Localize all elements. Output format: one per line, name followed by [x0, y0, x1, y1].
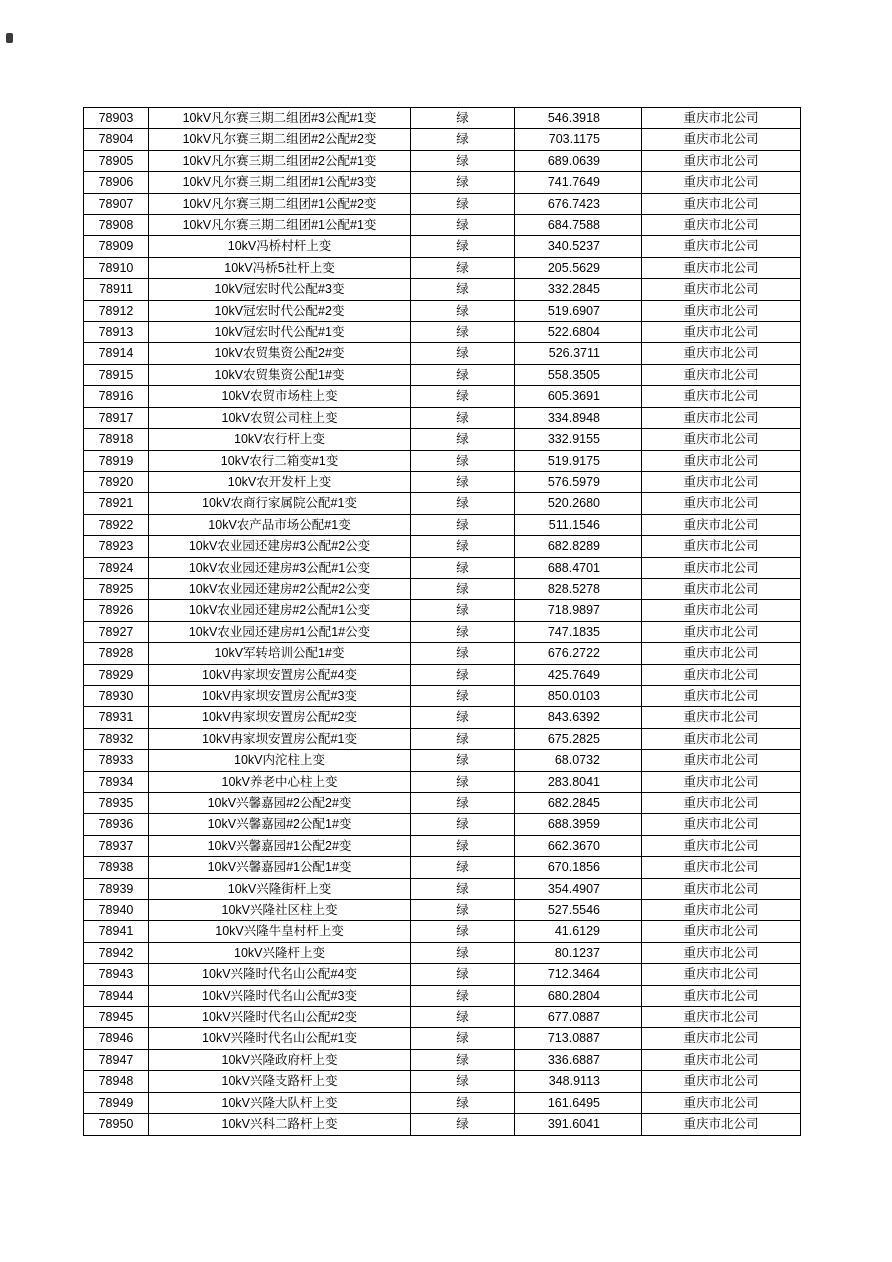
value-cell: 828.5278: [515, 578, 642, 599]
status-cell: 绿: [411, 150, 515, 171]
status-cell: 绿: [411, 193, 515, 214]
value-cell: 843.6392: [515, 707, 642, 728]
table-row: [84, 857, 801, 878]
status-cell: 绿: [411, 985, 515, 1006]
value-cell: 511.1546: [515, 514, 642, 535]
company-cell: 重庆市北公司: [642, 493, 801, 514]
value-cell: 348.9113: [515, 1071, 642, 1092]
equipment-name-cell: 10kV冯桥村杆上变: [149, 236, 411, 257]
status-cell: 绿: [411, 536, 515, 557]
row-id-cell: 78928: [84, 643, 149, 664]
equipment-name-cell: 10kV兴馨嘉园#1公配2#变: [149, 835, 411, 856]
status-cell: 绿: [411, 685, 515, 706]
company-cell: 重庆市北公司: [642, 450, 801, 471]
equipment-name-cell: 10kV农商行家属院公配#1变: [149, 493, 411, 514]
table-row: [84, 536, 801, 557]
row-id-cell: 78938: [84, 857, 149, 878]
row-id-cell: 78942: [84, 942, 149, 963]
row-id-cell: 78936: [84, 814, 149, 835]
row-id-cell: 78931: [84, 707, 149, 728]
company-cell: 重庆市北公司: [642, 172, 801, 193]
company-cell: 重庆市北公司: [642, 150, 801, 171]
equipment-name-cell: 10kV农贸集资公配2#变: [149, 343, 411, 364]
equipment-name-cell: 10kV农行二箱变#1变: [149, 450, 411, 471]
row-id-cell: 78949: [84, 1092, 149, 1113]
row-id-cell: 78905: [84, 150, 149, 171]
row-id-cell: 78939: [84, 878, 149, 899]
value-cell: 712.3464: [515, 964, 642, 985]
equipment-name-cell: 10kV兴科二路杆上变: [149, 1114, 411, 1135]
value-cell: 850.0103: [515, 685, 642, 706]
row-id-cell: 78948: [84, 1071, 149, 1092]
value-cell: 205.5629: [515, 257, 642, 278]
table-row: [84, 493, 801, 514]
company-cell: 重庆市北公司: [642, 471, 801, 492]
status-cell: 绿: [411, 771, 515, 792]
company-cell: 重庆市北公司: [642, 279, 801, 300]
value-cell: 677.0887: [515, 1007, 642, 1028]
equipment-name-cell: 10kV凡尔赛三期二组团#1公配#1变: [149, 215, 411, 236]
value-cell: 747.1835: [515, 621, 642, 642]
row-id-cell: 78947: [84, 1049, 149, 1070]
status-cell: 绿: [411, 450, 515, 471]
equipment-name-cell: 10kV兴隆时代名山公配#2变: [149, 1007, 411, 1028]
status-cell: 绿: [411, 707, 515, 728]
company-cell: 重庆市北公司: [642, 964, 801, 985]
value-cell: 80.1237: [515, 942, 642, 963]
row-id-cell: 78930: [84, 685, 149, 706]
company-cell: 重庆市北公司: [642, 643, 801, 664]
equipment-name-cell: 10kV冉家坝安置房公配#4变: [149, 664, 411, 685]
row-id-cell: 78922: [84, 514, 149, 535]
row-id-cell: 78903: [84, 108, 149, 129]
status-cell: 绿: [411, 407, 515, 428]
value-cell: 689.0639: [515, 150, 642, 171]
value-cell: 703.1175: [515, 129, 642, 150]
equipment-name-cell: 10kV兴隆杆上变: [149, 942, 411, 963]
company-cell: 重庆市北公司: [642, 900, 801, 921]
table-row: [84, 150, 801, 171]
row-id-cell: 78927: [84, 621, 149, 642]
table-body: [84, 108, 801, 1136]
company-cell: 重庆市北公司: [642, 857, 801, 878]
row-id-cell: 78932: [84, 728, 149, 749]
company-cell: 重庆市北公司: [642, 793, 801, 814]
table-row: [84, 600, 801, 621]
row-id-cell: 78906: [84, 172, 149, 193]
row-id-cell: 78908: [84, 215, 149, 236]
company-cell: 重庆市北公司: [642, 236, 801, 257]
status-cell: 绿: [411, 793, 515, 814]
table-row: [84, 685, 801, 706]
status-cell: 绿: [411, 322, 515, 343]
status-cell: 绿: [411, 236, 515, 257]
company-cell: 重庆市北公司: [642, 600, 801, 621]
value-cell: 688.4701: [515, 557, 642, 578]
table-row: [84, 707, 801, 728]
table-row: [84, 835, 801, 856]
company-cell: 重庆市北公司: [642, 728, 801, 749]
equipment-name-cell: 10kV军转培训公配1#变: [149, 643, 411, 664]
row-id-cell: 78907: [84, 193, 149, 214]
value-cell: 391.6041: [515, 1114, 642, 1135]
value-cell: 682.8289: [515, 536, 642, 557]
company-cell: 重庆市北公司: [642, 1028, 801, 1049]
table-row: [84, 964, 801, 985]
status-cell: 绿: [411, 964, 515, 985]
status-cell: 绿: [411, 279, 515, 300]
company-cell: 重庆市北公司: [642, 942, 801, 963]
value-cell: 332.9155: [515, 429, 642, 450]
row-id-cell: 78925: [84, 578, 149, 599]
value-cell: 283.8041: [515, 771, 642, 792]
equipment-name-cell: 10kV兴隆时代名山公配#1变: [149, 1028, 411, 1049]
value-cell: 676.2722: [515, 643, 642, 664]
table-row: [84, 557, 801, 578]
status-cell: 绿: [411, 364, 515, 385]
equipment-name-cell: 10kV兴隆街杆上变: [149, 878, 411, 899]
equipment-name-cell: 10kV凡尔赛三期二组团#3公配#1变: [149, 108, 411, 129]
status-cell: 绿: [411, 621, 515, 642]
company-cell: 重庆市北公司: [642, 985, 801, 1006]
table-row: [84, 942, 801, 963]
status-cell: 绿: [411, 921, 515, 942]
status-cell: 绿: [411, 257, 515, 278]
equipment-name-cell: 10kV凡尔赛三期二组团#1公配#3变: [149, 172, 411, 193]
value-cell: 332.2845: [515, 279, 642, 300]
value-cell: 354.4907: [515, 878, 642, 899]
equipment-name-cell: 10kV冠宏时代公配#3变: [149, 279, 411, 300]
status-cell: 绿: [411, 1114, 515, 1135]
value-cell: 576.5979: [515, 471, 642, 492]
table-row: [84, 236, 801, 257]
company-cell: 重庆市北公司: [642, 1114, 801, 1135]
company-cell: 重庆市北公司: [642, 386, 801, 407]
company-cell: 重庆市北公司: [642, 621, 801, 642]
equipment-name-cell: 10kV农产品市场公配#1变: [149, 514, 411, 535]
equipment-name-cell: 10kV农行杆上变: [149, 429, 411, 450]
status-cell: 绿: [411, 578, 515, 599]
equipment-name-cell: 10kV农贸集资公配1#变: [149, 364, 411, 385]
status-cell: 绿: [411, 557, 515, 578]
status-cell: 绿: [411, 1007, 515, 1028]
table-row: [84, 814, 801, 835]
status-cell: 绿: [411, 1071, 515, 1092]
value-cell: 520.2680: [515, 493, 642, 514]
company-cell: 重庆市北公司: [642, 921, 801, 942]
row-id-cell: 78910: [84, 257, 149, 278]
table-row: [84, 279, 801, 300]
equipment-name-cell: 10kV兴隆社区柱上变: [149, 900, 411, 921]
company-cell: 重庆市北公司: [642, 750, 801, 771]
row-id-cell: 78917: [84, 407, 149, 428]
status-cell: 绿: [411, 878, 515, 899]
table-row: [84, 215, 801, 236]
company-cell: 重庆市北公司: [642, 707, 801, 728]
table-row: [84, 364, 801, 385]
table-row: [84, 664, 801, 685]
table-row: [84, 257, 801, 278]
status-cell: 绿: [411, 429, 515, 450]
status-cell: 绿: [411, 900, 515, 921]
table-row: [84, 1028, 801, 1049]
row-id-cell: 78904: [84, 129, 149, 150]
equipment-name-cell: 10kV兴隆政府杆上变: [149, 1049, 411, 1070]
company-cell: 重庆市北公司: [642, 664, 801, 685]
equipment-name-cell: 10kV农业园还建房#2公配#1公变: [149, 600, 411, 621]
value-cell: 161.6495: [515, 1092, 642, 1113]
company-cell: 重庆市北公司: [642, 1071, 801, 1092]
equipment-name-cell: 10kV农业园还建房#3公配#1公变: [149, 557, 411, 578]
status-cell: 绿: [411, 942, 515, 963]
equipment-name-cell: 10kV农业园还建房#1公配1#公变: [149, 621, 411, 642]
scan-artifact: [6, 33, 13, 43]
status-cell: 绿: [411, 386, 515, 407]
equipment-name-cell: 10kV农开发杆上变: [149, 471, 411, 492]
row-id-cell: 78919: [84, 450, 149, 471]
table-row: [84, 985, 801, 1006]
status-cell: 绿: [411, 514, 515, 535]
row-id-cell: 78929: [84, 664, 149, 685]
company-cell: 重庆市北公司: [642, 108, 801, 129]
company-cell: 重庆市北公司: [642, 129, 801, 150]
company-cell: 重庆市北公司: [642, 835, 801, 856]
company-cell: 重庆市北公司: [642, 1049, 801, 1070]
status-cell: 绿: [411, 643, 515, 664]
value-cell: 682.2845: [515, 793, 642, 814]
company-cell: 重庆市北公司: [642, 193, 801, 214]
table-row: [84, 471, 801, 492]
row-id-cell: 78921: [84, 493, 149, 514]
company-cell: 重庆市北公司: [642, 814, 801, 835]
status-cell: 绿: [411, 300, 515, 321]
row-id-cell: 78912: [84, 300, 149, 321]
row-id-cell: 78918: [84, 429, 149, 450]
table-row: [84, 300, 801, 321]
company-cell: 重庆市北公司: [642, 257, 801, 278]
equipment-name-cell: 10kV农贸公司柱上变: [149, 407, 411, 428]
value-cell: 676.7423: [515, 193, 642, 214]
company-cell: 重庆市北公司: [642, 1092, 801, 1113]
row-id-cell: 78950: [84, 1114, 149, 1135]
value-cell: 684.7588: [515, 215, 642, 236]
row-id-cell: 78916: [84, 386, 149, 407]
value-cell: 68.0732: [515, 750, 642, 771]
table-row: [84, 793, 801, 814]
table-row: [84, 429, 801, 450]
row-id-cell: 78914: [84, 343, 149, 364]
equipment-name-cell: 10kV冉家坝安置房公配#2变: [149, 707, 411, 728]
table-row: [84, 1049, 801, 1070]
table-row: [84, 108, 801, 129]
row-id-cell: 78913: [84, 322, 149, 343]
company-cell: 重庆市北公司: [642, 343, 801, 364]
value-cell: 526.3711: [515, 343, 642, 364]
company-cell: 重庆市北公司: [642, 771, 801, 792]
value-cell: 336.6887: [515, 1049, 642, 1070]
company-cell: 重庆市北公司: [642, 429, 801, 450]
value-cell: 558.3505: [515, 364, 642, 385]
table-row: [84, 386, 801, 407]
table-row: [84, 129, 801, 150]
row-id-cell: 78923: [84, 536, 149, 557]
row-id-cell: 78924: [84, 557, 149, 578]
row-id-cell: 78943: [84, 964, 149, 985]
company-cell: 重庆市北公司: [642, 685, 801, 706]
equipment-name-cell: 10kV冉家坝安置房公配#3变: [149, 685, 411, 706]
value-cell: 41.6129: [515, 921, 642, 942]
equipment-name-cell: 10kV冉家坝安置房公配#1变: [149, 728, 411, 749]
table-row: [84, 193, 801, 214]
equipment-name-cell: 10kV农业园还建房#3公配#2公变: [149, 536, 411, 557]
company-cell: 重庆市北公司: [642, 578, 801, 599]
value-cell: 662.3670: [515, 835, 642, 856]
company-cell: 重庆市北公司: [642, 300, 801, 321]
table-row: [84, 578, 801, 599]
table-row: [84, 172, 801, 193]
value-cell: 522.6804: [515, 322, 642, 343]
status-cell: 绿: [411, 1028, 515, 1049]
row-id-cell: 78920: [84, 471, 149, 492]
row-id-cell: 78944: [84, 985, 149, 1006]
table-row: [84, 771, 801, 792]
table-row: [84, 1114, 801, 1135]
value-cell: 675.2825: [515, 728, 642, 749]
status-cell: 绿: [411, 215, 515, 236]
value-cell: 519.6907: [515, 300, 642, 321]
table-row: [84, 343, 801, 364]
value-cell: 605.3691: [515, 386, 642, 407]
status-cell: 绿: [411, 343, 515, 364]
value-cell: 718.9897: [515, 600, 642, 621]
company-cell: 重庆市北公司: [642, 1007, 801, 1028]
status-cell: 绿: [411, 600, 515, 621]
table-row: [84, 921, 801, 942]
equipment-name-cell: 10kV兴馨嘉园#1公配1#变: [149, 857, 411, 878]
company-cell: 重庆市北公司: [642, 557, 801, 578]
table-row: [84, 514, 801, 535]
equipment-name-cell: 10kV冠宏时代公配#1变: [149, 322, 411, 343]
row-id-cell: 78926: [84, 600, 149, 621]
equipment-name-cell: 10kV凡尔赛三期二组团#1公配#2变: [149, 193, 411, 214]
row-id-cell: 78941: [84, 921, 149, 942]
equipment-name-cell: 10kV兴隆时代名山公配#4变: [149, 964, 411, 985]
equipment-name-cell: 10kV内沱柱上变: [149, 750, 411, 771]
value-cell: 670.1856: [515, 857, 642, 878]
status-cell: 绿: [411, 493, 515, 514]
row-id-cell: 78946: [84, 1028, 149, 1049]
row-id-cell: 78909: [84, 236, 149, 257]
company-cell: 重庆市北公司: [642, 407, 801, 428]
equipment-name-cell: 10kV兴隆大队杆上变: [149, 1092, 411, 1113]
table-row: [84, 1071, 801, 1092]
row-id-cell: 78911: [84, 279, 149, 300]
transformer-table: [83, 107, 801, 1136]
status-cell: 绿: [411, 1049, 515, 1070]
status-cell: 绿: [411, 1092, 515, 1113]
equipment-name-cell: 10kV冠宏时代公配#2变: [149, 300, 411, 321]
table-row: [84, 322, 801, 343]
company-cell: 重庆市北公司: [642, 364, 801, 385]
value-cell: 680.2804: [515, 985, 642, 1006]
value-cell: 688.3959: [515, 814, 642, 835]
company-cell: 重庆市北公司: [642, 215, 801, 236]
equipment-name-cell: 10kV兴隆时代名山公配#3变: [149, 985, 411, 1006]
table-row: [84, 621, 801, 642]
table-row: [84, 750, 801, 771]
row-id-cell: 78937: [84, 835, 149, 856]
row-id-cell: 78933: [84, 750, 149, 771]
equipment-name-cell: 10kV养老中心柱上变: [149, 771, 411, 792]
row-id-cell: 78940: [84, 900, 149, 921]
equipment-name-cell: 10kV农贸市场柱上变: [149, 386, 411, 407]
value-cell: 340.5237: [515, 236, 642, 257]
status-cell: 绿: [411, 172, 515, 193]
equipment-name-cell: 10kV凡尔赛三期二组团#2公配#2变: [149, 129, 411, 150]
table-row: [84, 900, 801, 921]
status-cell: 绿: [411, 835, 515, 856]
value-cell: 425.7649: [515, 664, 642, 685]
equipment-name-cell: 10kV兴隆支路杆上变: [149, 1071, 411, 1092]
table-row: [84, 407, 801, 428]
table-row: [84, 728, 801, 749]
company-cell: 重庆市北公司: [642, 514, 801, 535]
status-cell: 绿: [411, 857, 515, 878]
status-cell: 绿: [411, 664, 515, 685]
row-id-cell: 78915: [84, 364, 149, 385]
equipment-name-cell: 10kV冯桥5社杆上变: [149, 257, 411, 278]
company-cell: 重庆市北公司: [642, 878, 801, 899]
table-row: [84, 878, 801, 899]
value-cell: 527.5546: [515, 900, 642, 921]
table-row: [84, 643, 801, 664]
value-cell: 713.0887: [515, 1028, 642, 1049]
company-cell: 重庆市北公司: [642, 536, 801, 557]
table-row: [84, 1007, 801, 1028]
status-cell: 绿: [411, 129, 515, 150]
value-cell: 546.3918: [515, 108, 642, 129]
row-id-cell: 78934: [84, 771, 149, 792]
value-cell: 741.7649: [515, 172, 642, 193]
value-cell: 519.9175: [515, 450, 642, 471]
value-cell: 334.8948: [515, 407, 642, 428]
table-row: [84, 1092, 801, 1113]
equipment-name-cell: 10kV兴馨嘉园#2公配1#变: [149, 814, 411, 835]
equipment-name-cell: 10kV兴馨嘉园#2公配2#变: [149, 793, 411, 814]
company-cell: 重庆市北公司: [642, 322, 801, 343]
status-cell: 绿: [411, 471, 515, 492]
status-cell: 绿: [411, 814, 515, 835]
status-cell: 绿: [411, 728, 515, 749]
status-cell: 绿: [411, 750, 515, 771]
row-id-cell: 78935: [84, 793, 149, 814]
equipment-name-cell: 10kV凡尔赛三期二组团#2公配#1变: [149, 150, 411, 171]
equipment-name-cell: 10kV兴隆牛皇村杆上变: [149, 921, 411, 942]
status-cell: 绿: [411, 108, 515, 129]
row-id-cell: 78945: [84, 1007, 149, 1028]
table-row: [84, 450, 801, 471]
equipment-name-cell: 10kV农业园还建房#2公配#2公变: [149, 578, 411, 599]
